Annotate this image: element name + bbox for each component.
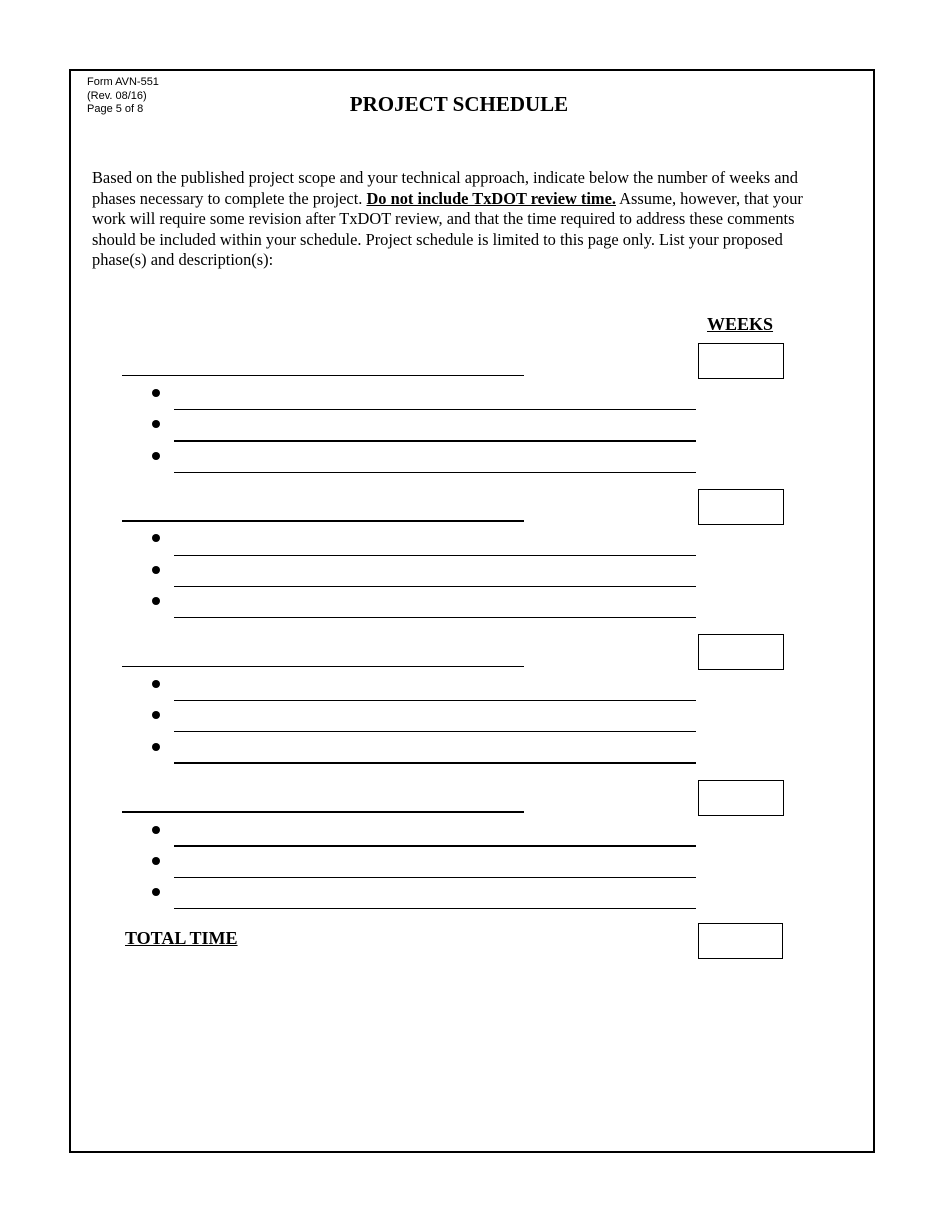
- instructions-text-before: Based on the published project scope and your technical approach, indicate below the number of weeks and phases necessary to complete the project.: [92, 168, 798, 208]
- form-revision: (Rev. 08/16): [87, 89, 147, 102]
- bullet-icon: [152, 420, 160, 428]
- phase-2-description-2-line[interactable]: [174, 586, 696, 587]
- phase-3-description-1-line[interactable]: [174, 700, 696, 701]
- phase-2-description-3-line[interactable]: [174, 617, 696, 618]
- phase-1-weeks-box[interactable]: [698, 343, 784, 379]
- phase-2-weeks-box[interactable]: [698, 489, 784, 525]
- form-number: Form AVN-551: [87, 76, 159, 88]
- phase-4-description-3-line[interactable]: [174, 908, 696, 909]
- bullet-icon: [152, 597, 160, 605]
- instructions-emphasis: Do not include TxDOT review time.: [366, 188, 616, 208]
- phase-3-description-2-line[interactable]: [174, 731, 696, 732]
- bullet-icon: [152, 680, 160, 688]
- bullet-icon: [152, 857, 160, 865]
- bullet-icon: [152, 743, 160, 751]
- page-number: Page 5 of 8: [87, 103, 144, 115]
- phase-2-name-line[interactable]: [122, 520, 524, 522]
- phase-4-description-1-line[interactable]: [174, 845, 696, 847]
- page-title: PROJECT SCHEDULE: [349, 92, 569, 116]
- total-weeks-box[interactable]: [698, 923, 783, 959]
- instructions-paragraph: [92, 168, 830, 271]
- bullet-icon: [152, 566, 160, 574]
- phase-3-weeks-box[interactable]: [698, 634, 784, 670]
- bullet-icon: [152, 452, 160, 460]
- phase-1-name-line[interactable]: [122, 375, 524, 376]
- bullet-icon: [152, 534, 160, 542]
- weeks-column-heading: WEEKS: [707, 314, 774, 334]
- phase-3-description-3-line[interactable]: [174, 762, 696, 764]
- phase-2-description-1-line[interactable]: [174, 555, 696, 556]
- phase-4-weeks-box[interactable]: [698, 780, 784, 816]
- instructions-text-after: Assume, however, that your work will require some revision after TxDOT review, and that the time required to address these comments should be included within your schedule. Project schedule is limited to this page only. List your proposed phase(s) and description(s):: [92, 188, 803, 269]
- total-time-label: TOTAL TIME: [125, 928, 238, 948]
- phase-4-name-line[interactable]: [122, 811, 524, 813]
- phase-1-description-3-line[interactable]: [174, 472, 696, 473]
- phase-1-description-2-line[interactable]: [174, 440, 696, 442]
- phase-4-description-2-line[interactable]: [174, 877, 696, 878]
- bullet-icon: [152, 389, 160, 397]
- bullet-icon: [152, 711, 160, 719]
- phase-3-name-line[interactable]: [122, 666, 524, 667]
- phase-1-description-1-line[interactable]: [174, 409, 696, 410]
- bullet-icon: [152, 826, 160, 834]
- bullet-icon: [152, 888, 160, 896]
